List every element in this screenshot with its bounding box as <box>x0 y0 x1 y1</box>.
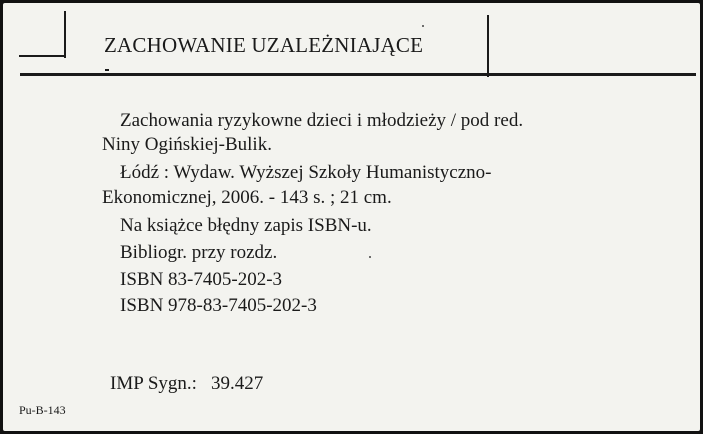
paper-speck <box>422 25 424 27</box>
note-isbn-error: Na książce błędny zapis ISBN-u. <box>120 215 372 236</box>
call-number <box>110 373 263 395</box>
subject-heading: ZACHOWANIE UZALEŻNIAJĄCE <box>104 33 424 57</box>
catalog-card <box>3 3 700 431</box>
corner-bracket-vertical <box>64 11 66 58</box>
heading-divider-vertical <box>487 15 489 77</box>
title-line-2: Niny Ogińskiej-Bulik. <box>102 134 272 155</box>
note-bibliography: Bibliogr. przy rozdz. <box>120 242 278 263</box>
call-number-value: 39.427 <box>210 373 264 394</box>
corner-bracket-horizontal <box>19 55 66 57</box>
call-number-label: IMP Sygn.: <box>110 373 197 394</box>
isbn-13: ISBN 978-83-7405-202-3 <box>120 295 317 316</box>
heading-divider-horizontal <box>20 73 696 76</box>
isbn-10: ISBN 83-7405-202-3 <box>120 269 283 290</box>
paper-speck <box>369 256 371 258</box>
shelf-code: Pu-B-143 <box>19 403 66 417</box>
title-line-1: Zachowania ryzykowne dzieci i młodzieży / pod red. <box>120 110 524 131</box>
publication-line-2: Ekonomicznej, 2006. - 143 s. ; 21 cm. <box>102 187 392 208</box>
heading-tick-mark <box>105 69 109 71</box>
publication-line-1: Łódź : Wydaw. Wyższej Szkoły Humanistyczno- <box>120 162 492 183</box>
